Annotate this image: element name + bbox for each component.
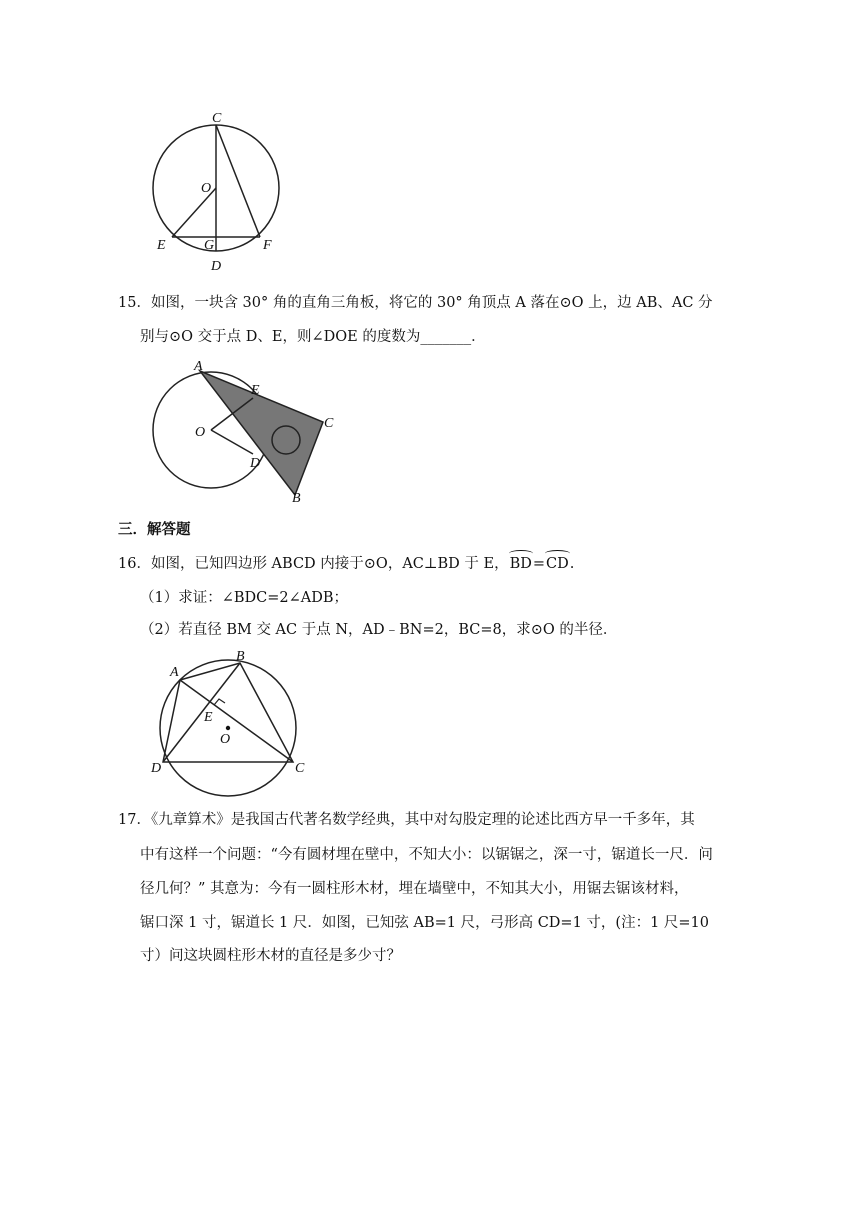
center-dot (226, 726, 230, 730)
q17-line-5: 寸）问这块圆柱形木材的直径是多少寸？ (140, 948, 401, 964)
q15-line-1: 15．如图，一块含 30° 角的直角三角板，将它的 30° 角顶点 A 落在⊙O 上，边 AB、AC 分 (118, 295, 713, 311)
radius-od (211, 430, 253, 454)
label-d: D (151, 761, 162, 776)
label-o: O (220, 732, 231, 747)
label-e: E (251, 383, 260, 398)
label-c: C (324, 416, 334, 431)
right-angle-mark (214, 699, 225, 705)
label-o: O (201, 181, 212, 196)
q16-sub-2: （2）若直径 BM 交 AC 于点 N，AD﹣BN=2，BC=8，求⊙O 的半径． (140, 622, 618, 638)
label-b: B (292, 491, 301, 505)
q17-line-1: 17．《九章算术》是我国古代著名数学经典，其中对勾股定理的论述比西方早一千多年，其 (118, 812, 695, 828)
arc-bd: BD (509, 556, 532, 572)
label-e: E (157, 238, 166, 253)
chord-cf (216, 125, 260, 237)
label-a: A (194, 360, 203, 374)
label-g: G (204, 238, 215, 253)
label-e: E (204, 710, 213, 725)
section-3-title: 三．解答题 (118, 522, 191, 538)
label-d: D (211, 259, 222, 274)
q17-line-2: 中有这样一个问题：“今有圆材埋在壁中，不知大小：以锯锯之，深一寸，锯道长一尺．问 (140, 847, 713, 863)
label-b: B (236, 649, 245, 664)
label-c: C (295, 761, 305, 776)
figure-q16 (148, 648, 308, 798)
triangle-board (200, 371, 323, 495)
q15-line-2: 别与⊙O 交于点 D、E，则∠DOE 的度数为_______． (140, 329, 486, 345)
label-a: A (170, 665, 179, 680)
figure-q15 (145, 360, 355, 505)
label-d: D (250, 456, 261, 471)
q16-stem: 16．如图，已知四边形 ABCD 内接于⊙O，AC⊥BD 于 E， (118, 556, 509, 572)
equals-sign: = (532, 556, 546, 572)
label-o: O (195, 425, 206, 440)
period: . (569, 556, 575, 572)
q16-line-1 (118, 554, 574, 574)
figure-q14 (140, 110, 300, 280)
arc-cd: CD (546, 556, 569, 572)
q17-line-3: 径几何？” 其意为：今有一圆柱形木材，埋在墙壁中，不知其大小，用锯去锯该材料， (140, 881, 689, 897)
q16-sub-1: （1）求证：∠BDC=2∠ADB； (140, 590, 349, 606)
diagonal-ac (180, 680, 293, 762)
label-c: C (212, 111, 222, 126)
q17-line-4: 锯口深 1 寸，锯道长 1 尺．如图，已知弦 AB=1 尺，弓形高 CD=1 寸，(注：1 尺=10 (140, 915, 710, 931)
label-f: F (263, 238, 272, 253)
